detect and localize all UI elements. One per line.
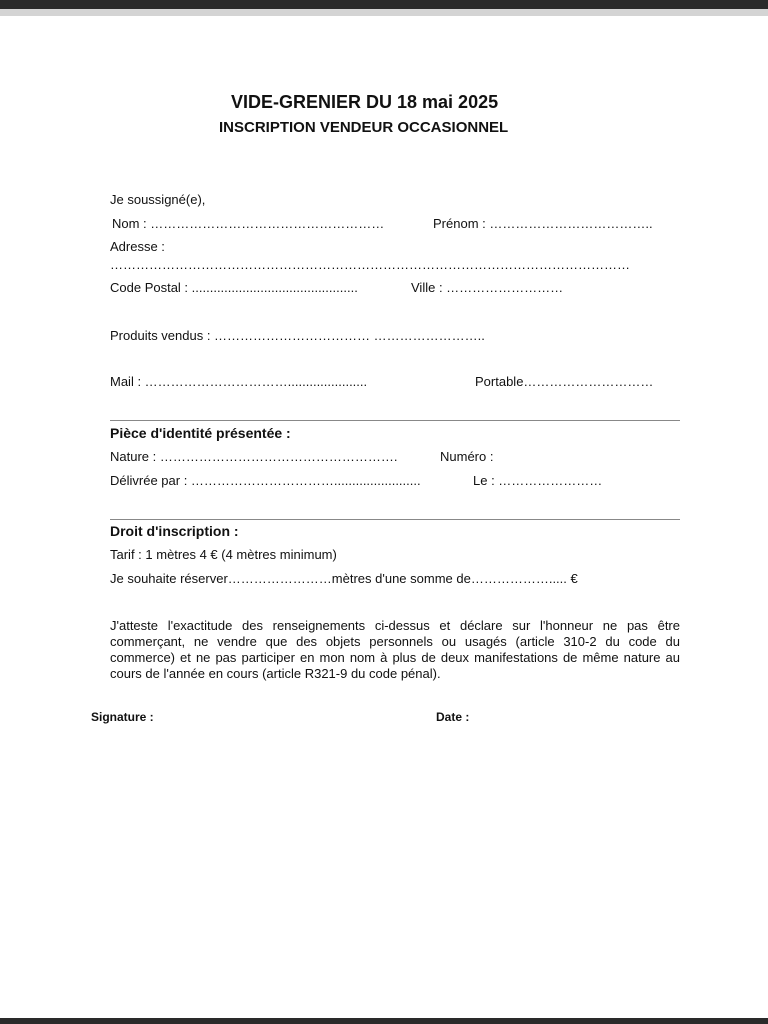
produits-vendus-field[interactable]: Produits vendus : ……………………………… …………………….. [110, 328, 485, 343]
bottom-border [0, 1018, 768, 1024]
section-divider [110, 420, 680, 421]
adresse-field[interactable]: ………………………………………………………………………………………………………… [110, 257, 630, 272]
delivree-par-field[interactable]: Délivrée par : ……………………………........................ [110, 473, 421, 488]
mail-field[interactable]: Mail : ……………………………...................... [110, 374, 368, 389]
adresse-label: Adresse : [110, 239, 165, 254]
portable-field[interactable]: Portable………………………… [475, 374, 654, 389]
document-subtitle: INSCRIPTION VENDEUR OCCASIONNEL [219, 119, 509, 136]
attestation-paragraph: J'atteste l'exactitude des renseignements ci-dessus et déclare sur l'honneur ne pas être commerçant, ne vendre que des objets personnels ou usagés (article 310-2 du code du commerce) et ne pas participer en mon nom à plus de deux manifestations de même nature au cours de l'année en cours (article R321-9 du code pénal). [110, 618, 680, 681]
section-divider [110, 519, 680, 520]
nom-field[interactable]: Nom : ……………………………………………… [112, 216, 385, 231]
date-label: Date : [436, 710, 470, 724]
numero-field[interactable]: Numéro : [440, 449, 494, 464]
ville-field[interactable]: Ville : ……………………… [411, 280, 564, 295]
document-page [0, 16, 768, 1018]
top-border-highlight [0, 9, 768, 16]
tarif-text: Tarif : 1 mètres 4 € (4 mètres minimum) [110, 547, 337, 562]
reservation-field[interactable]: Je souhaite réserver……………………mètres d'une somme de………………..... € [110, 571, 578, 586]
code-postal-field[interactable]: Code Postal : .............................................. [110, 280, 358, 295]
prenom-field[interactable]: Prénom : ……………………………….. [433, 216, 653, 231]
piece-identite-heading: Pièce d'identité présentée : [110, 425, 291, 441]
nature-field[interactable]: Nature : ………………………………………………. [110, 449, 398, 464]
le-field[interactable]: Le : …………………… [473, 473, 603, 488]
intro-text: Je soussigné(e), [110, 192, 206, 207]
signature-label: Signature : [91, 710, 154, 724]
droit-inscription-heading: Droit d'inscription : [110, 523, 239, 539]
document-title: VIDE-GRENIER DU 18 mai 2025 [231, 92, 499, 112]
